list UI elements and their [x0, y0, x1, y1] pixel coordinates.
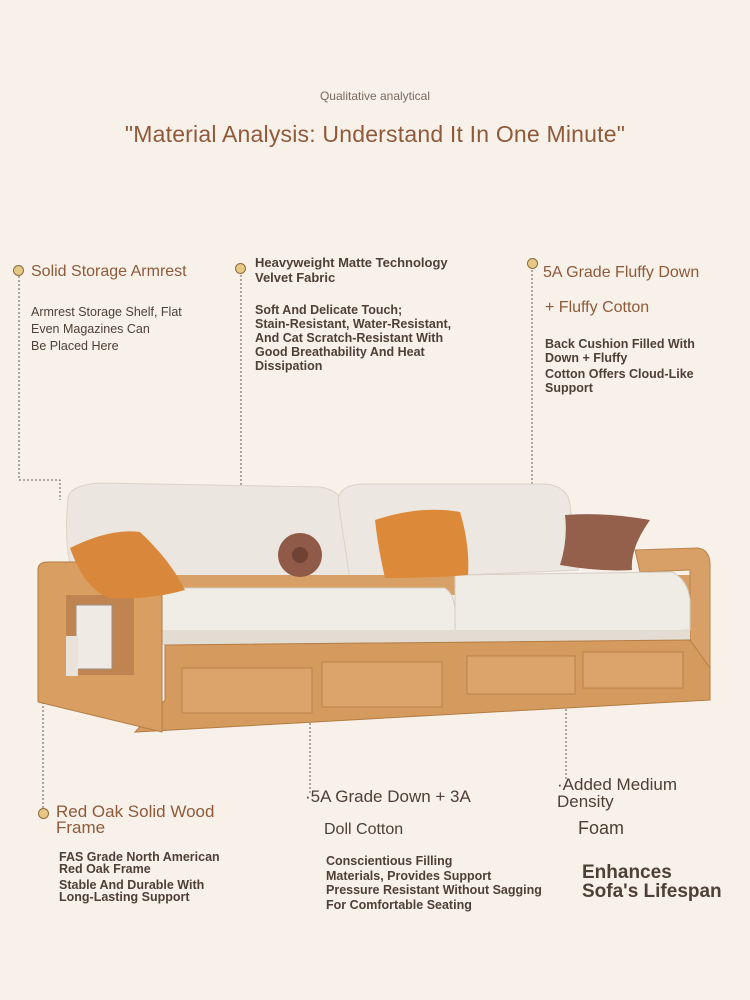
down-line-1: Back Cushion Filled With: [545, 337, 695, 351]
seat-line-3: Pressure Resistant Without Sagging: [326, 883, 542, 897]
fabric-line-1: Soft And Delicate Touch;: [255, 303, 403, 317]
frame-line-2: Red Oak Frame: [59, 862, 151, 876]
fabric-line-3: And Cat Scratch-Resistant With: [255, 331, 444, 345]
foam-title-3: Foam: [578, 818, 625, 838]
seat-description: [326, 854, 566, 912]
armrest-marker-dot: [13, 265, 24, 276]
down-title-1: 5A Grade Fluffy Down: [543, 264, 700, 281]
seat-line-2: Materials, Provides Support: [326, 869, 492, 883]
fabric-line-4: Good Breathability And Heat: [255, 345, 425, 359]
orange-pillow-center: [375, 510, 468, 578]
armrest-line-1: Armrest Storage Shelf, Flat: [31, 305, 182, 319]
down-title-2: + Fluffy Cotton: [545, 299, 650, 316]
seat-title-2: Doll Cotton: [324, 821, 404, 838]
down-line-2: Down + Fluffy: [545, 351, 628, 365]
down-marker-dot: [527, 258, 538, 269]
foam-title-line-2: Density: [557, 792, 614, 811]
down-line-4: Support: [545, 381, 593, 395]
fabric-line-5: Dissipation: [255, 359, 323, 373]
drawer-3: [467, 656, 575, 694]
foam-line-2: Sofa's Lifespan: [582, 881, 722, 902]
fabric-title-line-1: Heavyweight Matte Technology: [255, 255, 448, 270]
fabric-line-2: Stain-Resistant, Water-Resistant,: [255, 317, 452, 331]
fabric-description: [255, 303, 485, 373]
foam-line-1: Enhances: [582, 862, 672, 883]
armrest-line-3: Be Placed Here: [31, 339, 119, 353]
foam-title: [557, 776, 677, 810]
frame-description: [59, 850, 259, 904]
seat-line-4: For Comfortable Seating: [326, 898, 472, 912]
shelf-book: [66, 636, 78, 676]
fabric-marker-dot: [235, 263, 246, 274]
seat-cushion-right: [455, 572, 690, 640]
armrest-title: Solid Storage Armrest: [31, 263, 187, 280]
down-description: [545, 337, 735, 395]
section-subtitle: Qualitative analytical: [319, 89, 431, 103]
drawer-1: [182, 668, 312, 713]
foam-title-line-1: ·Added Medium: [557, 775, 678, 794]
brown-pillow-right: [560, 514, 650, 570]
frame-title-line-1: Red Oak Solid Wood: [56, 802, 215, 821]
frame-line-1: FAS Grade North American: [59, 850, 220, 864]
drawer-4: [583, 652, 683, 688]
down-line-3: Cotton Offers Cloud-Like: [545, 367, 694, 381]
frame-line-3: Stable And Durable With: [59, 878, 205, 892]
seat-title-1: ·5A Grade Down + 3A: [305, 787, 471, 806]
armrest-line-2: Even Magazines Can: [31, 322, 150, 336]
fabric-title-line-2: Velvet Fabric: [255, 270, 336, 285]
page-title: "Material Analysis: Understand It In One Minute": [124, 121, 626, 147]
frame-title: [56, 804, 214, 836]
frame-marker-dot: [38, 808, 49, 819]
frame-line-4: Long-Lasting Support: [59, 890, 190, 904]
fabric-title: [255, 255, 448, 285]
foam-description: [582, 863, 722, 901]
frame-title-line-2: Frame: [56, 818, 106, 837]
drawer-2: [322, 662, 442, 707]
shelf-magazine: [76, 605, 112, 669]
armrest-description: [31, 304, 231, 355]
seat-line-1: Conscientious Filling: [326, 854, 453, 868]
